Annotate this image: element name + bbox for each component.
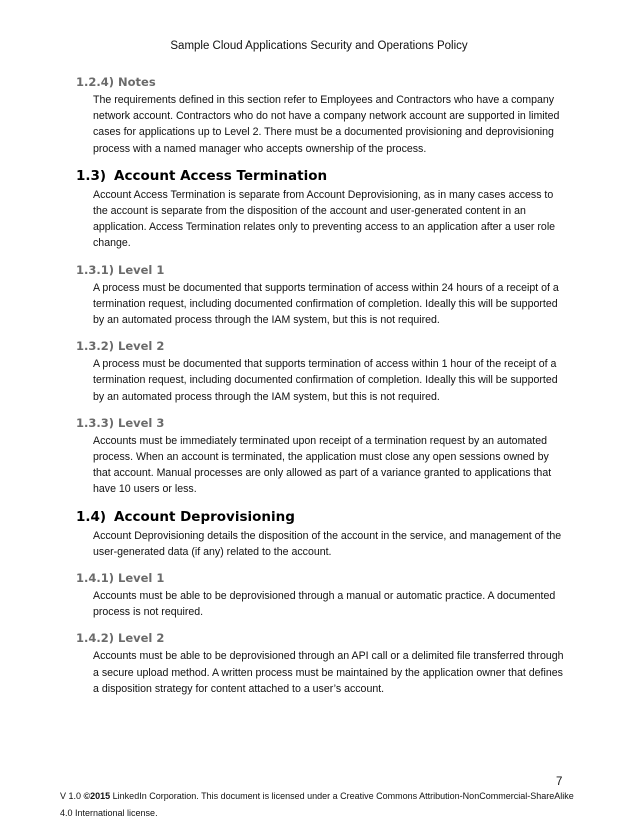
termination-level3-body: Accounts must be immediately terminated upon receipt of a termination request by an automated process. When an account is terminated, the application must close any open sessions owned by that account. Manual processes are only allowed as part of a variance granted to applications that have 10 users or less. — [93, 434, 552, 496]
page-header: Sample Cloud Applications Security and Operations Policy — [170, 40, 468, 52]
termination-number: 1.3) — [76, 167, 107, 184]
termination-title: Account Access Termination — [114, 167, 328, 184]
termination-level2-body: A process must be documented that supports termination of access within 1 hour of the receipt of a termination request, including documented confirmation of completion. Ideally this will be supported by an automated process through the IAM system, but this is not required. — [93, 358, 558, 403]
page-number: 7 — [556, 776, 563, 788]
deprovisioning-title: Account Deprovisioning — [114, 508, 295, 525]
footer-copyright: ©2015 — [83, 791, 111, 801]
termination-level1-heading: 1.3.1) Level 1 — [76, 262, 165, 277]
notes-heading: 1.2.4) Notes — [76, 75, 156, 89]
deprovisioning-level1-heading: 1.4.1) Level 1 — [76, 571, 165, 586]
termination-level1-body: A process must be documented that supports termination of access within 24 hours of a receipt of a termination request, including documented confirmation of completion. Ideally this will be supported by an automated process through the IAM system, but this is not required. — [93, 281, 559, 327]
notes-body: The requirements defined in this section refer to Employees and Contractors who have a company network account. Contractors who do not have a company network account are supported in limited cases for applications up to Level 2. There must be a documented provisioning and deprovisioning process with a named manager who accepts ownership of the process. — [93, 94, 560, 155]
deprovisioning-level2-heading: 1.4.2) Level 2 — [76, 631, 165, 646]
license-footer — [60, 788, 580, 822]
termination-level2-heading: 1.3.2) Level 2 — [76, 339, 165, 354]
deprovisioning-level2-body: Accounts must be able to be deprovisioned through an API call or a delimited file transferred through a secure upload method. A written process must be maintained by the application owner that defines a disposition strategy for content attached to a user’s account. — [93, 650, 564, 695]
deprovisioning-number: 1.4) — [76, 508, 107, 525]
deprovisioning-heading — [76, 508, 566, 526]
page-content — [76, 74, 566, 707]
termination-body: Account Access Termination is separate from Account Deprovisioning, as in many cases access to the account is separate from the disposition of the account and user-generated content in an application. Access Termination relates only to preventing access to an application after a user role change. — [93, 188, 556, 250]
deprovisioning-body: Account Deprovisioning details the disposition of the account in the service, and management of the user-generated data (if any) related to the account. — [93, 529, 562, 558]
termination-level3-heading: 1.3.3) Level 3 — [76, 415, 165, 430]
footer-license-text: LinkedIn Corporation. This document is licensed under a Creative Commons Attribution-NonCommercial-ShareAlike 4.0 International license. — [60, 791, 574, 818]
deprovisioning-level1-body: Accounts must be able to be deprovisioned through a manual or automatic practice. A documented process is not required. — [93, 590, 556, 619]
footer-version: V 1.0 — [60, 791, 84, 801]
termination-heading — [76, 167, 566, 185]
